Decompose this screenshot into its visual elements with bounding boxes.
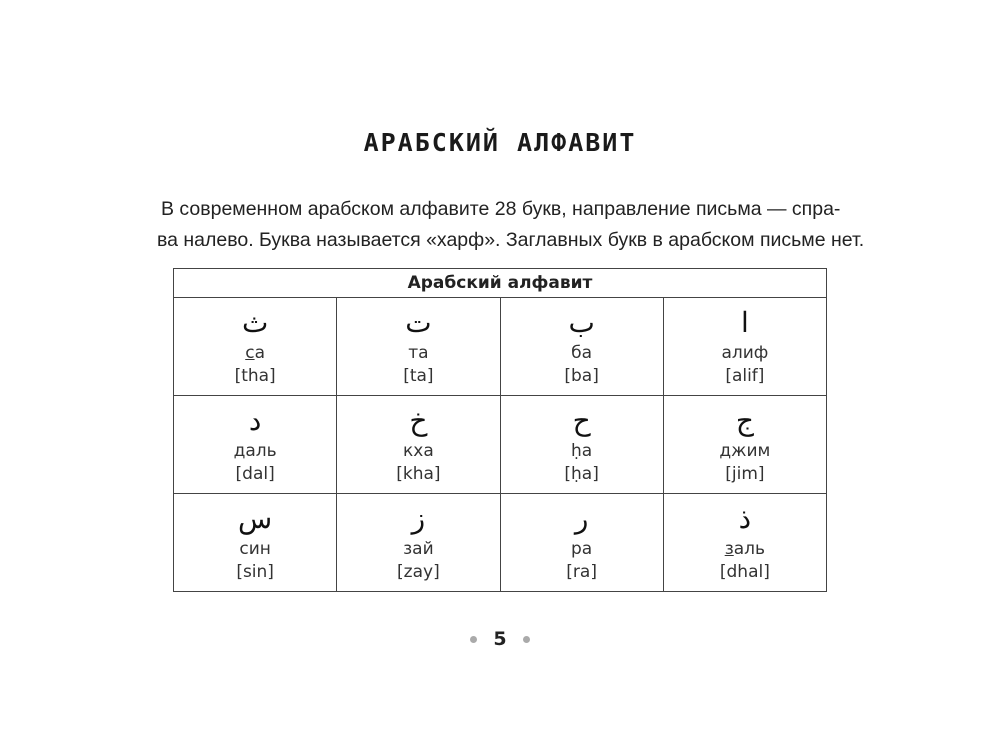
letter-transliteration: [ra]	[566, 562, 597, 582]
letter-name	[337, 440, 499, 463]
letter-name-mark: з	[724, 539, 734, 559]
letter-name-rest: даль	[233, 441, 277, 461]
arabic-letter: ب	[568, 306, 595, 339]
letter-name-rest: ба	[571, 343, 593, 363]
arabic-letter: ت	[405, 306, 432, 339]
letter-cell	[500, 494, 663, 592]
letter-name	[664, 342, 826, 365]
arabic-letter: س	[238, 502, 273, 535]
dot-right-icon	[523, 636, 530, 643]
letter-name-rest: кха	[403, 441, 434, 461]
arabic-letter: ز	[411, 502, 426, 535]
arabic-letter: د	[248, 404, 262, 437]
page-title: АРАБСКИЙ АЛФАВИТ	[363, 128, 637, 157]
letter-name	[501, 538, 663, 561]
letter-name-rest: та	[408, 343, 429, 363]
letter-name-rest: зай	[403, 539, 434, 559]
arabic-letter: ج	[735, 404, 754, 437]
letter-transliteration: [zay]	[397, 562, 440, 582]
letter-name-rest: алиф	[721, 343, 769, 363]
letter-transliteration: [dal]	[235, 464, 275, 484]
letter-name	[174, 538, 336, 561]
letter-transliteration: [ḥa]	[564, 464, 599, 484]
alphabet-table	[173, 268, 827, 592]
arabic-letter: ا	[740, 306, 749, 339]
letter-transliteration: [sin]	[236, 562, 274, 582]
letter-transliteration: [kha]	[396, 464, 441, 484]
letter-transliteration: [tha]	[234, 366, 276, 386]
letter-transliteration: [alif]	[725, 366, 765, 386]
letter-name-rest: ра	[571, 539, 593, 559]
letter-transliteration: [jim]	[725, 464, 765, 484]
arabic-letter: خ	[409, 404, 428, 437]
letter-name	[501, 342, 663, 365]
letter-transliteration: [ba]	[564, 366, 599, 386]
arabic-letter: ث	[241, 306, 269, 339]
letter-cell	[663, 494, 826, 592]
letter-name-mark: с	[245, 343, 255, 363]
letter-cell	[174, 494, 337, 592]
letter-name	[337, 538, 499, 561]
page-number-footer	[0, 628, 1000, 650]
page-number: 5	[493, 628, 507, 650]
letter-name-rest: джим	[719, 441, 771, 461]
letter-name	[174, 342, 336, 365]
letter-name-rest: а	[254, 343, 266, 363]
letter-name	[174, 440, 336, 463]
paragraph-line-1: В современном арабском алфавите 28 букв, направление письма — спра-	[161, 198, 841, 220]
table-row	[174, 298, 827, 396]
letter-cell	[337, 396, 500, 494]
letter-name	[337, 342, 499, 365]
table-row	[174, 396, 827, 494]
letter-name	[664, 440, 826, 463]
arabic-letter: ر	[574, 502, 589, 535]
letter-cell	[500, 298, 663, 396]
letter-cell	[174, 298, 337, 396]
letter-cell	[337, 298, 500, 396]
letter-cell	[337, 494, 500, 592]
letter-name-rest: ḥа	[571, 441, 593, 461]
letter-transliteration: [dhal]	[719, 562, 770, 582]
letter-cell	[500, 396, 663, 494]
letter-name	[664, 538, 826, 561]
dot-left-icon	[470, 636, 477, 643]
table-header: Арабский алфавит	[174, 269, 827, 298]
letter-cell	[174, 396, 337, 494]
arabic-letter: ح	[572, 404, 591, 437]
table-row	[174, 494, 827, 592]
letter-name-rest: син	[239, 539, 271, 559]
letter-cell	[663, 396, 826, 494]
letter-cell	[663, 298, 826, 396]
letter-name	[501, 440, 663, 463]
paragraph-line-2: ва налево. Буква называется «харф». Заглавных букв в арабском письме нет.	[157, 229, 865, 251]
arabic-letter: ذ	[738, 502, 752, 535]
letter-name-rest: аль	[733, 539, 766, 559]
intro-paragraph	[157, 194, 864, 256]
letter-transliteration: [ta]	[403, 366, 434, 386]
